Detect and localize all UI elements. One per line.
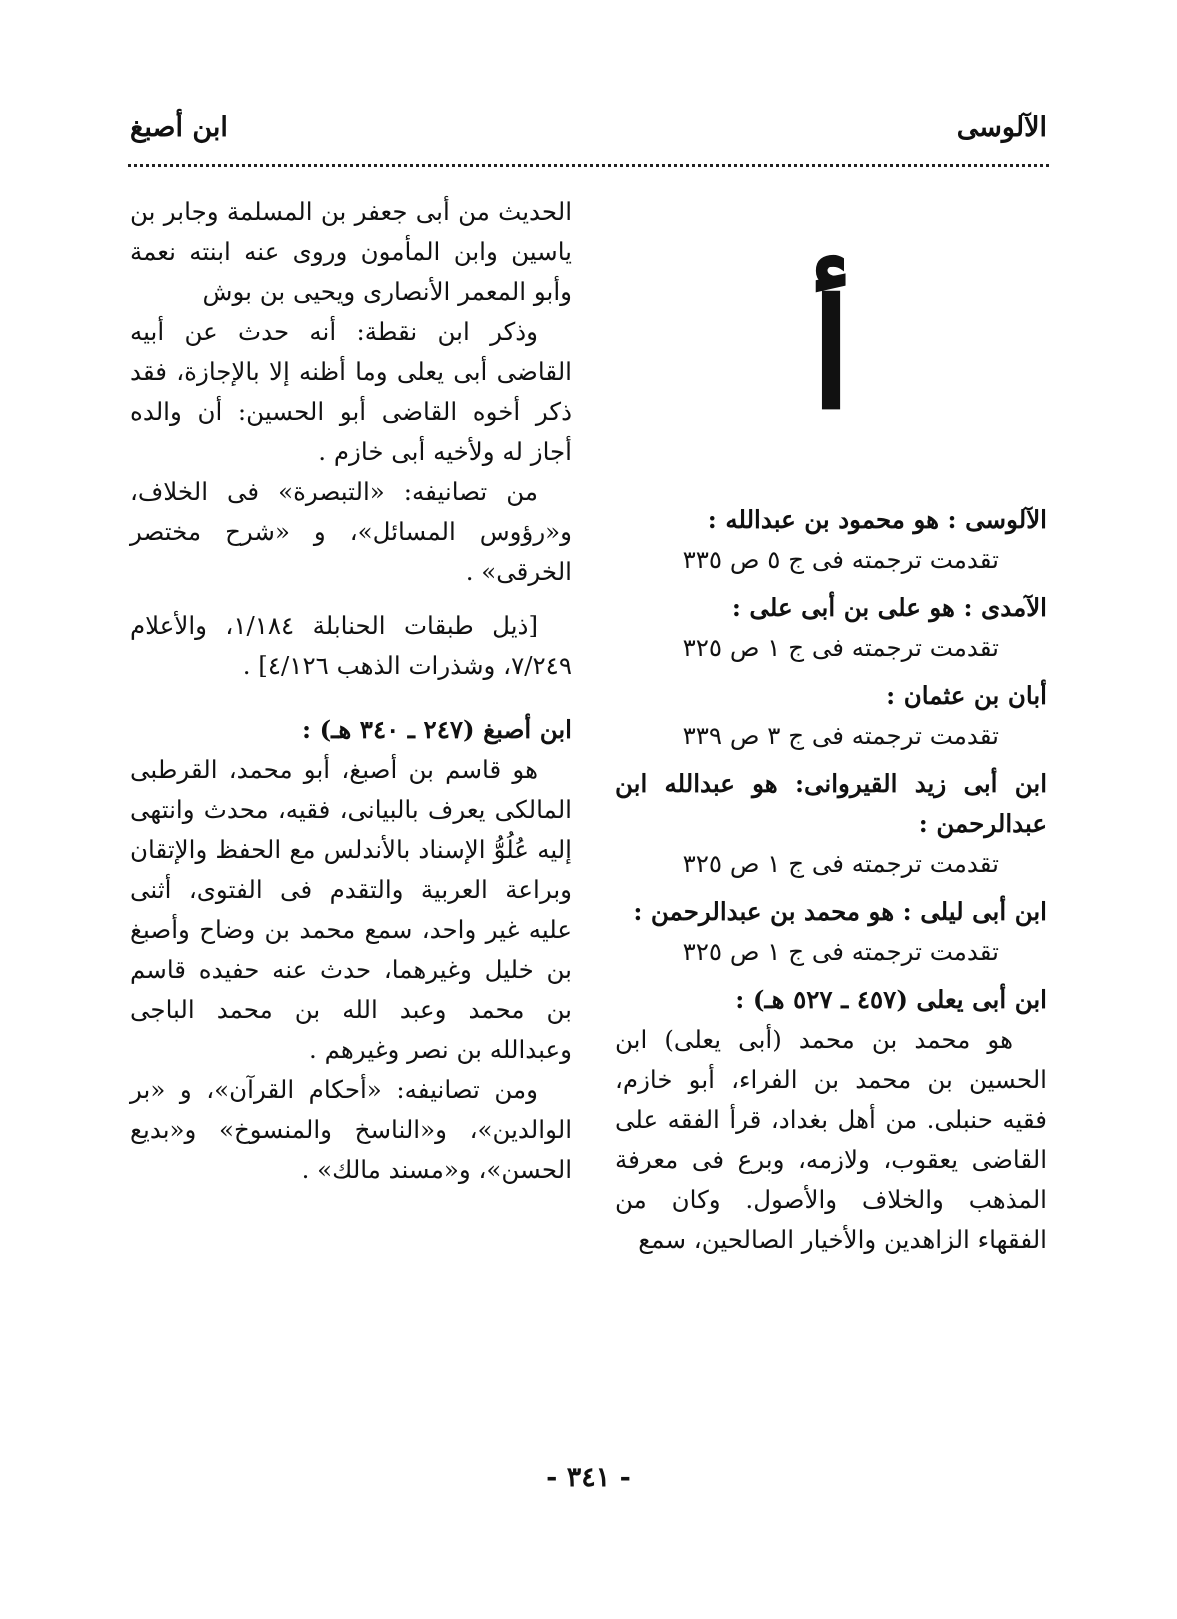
- header-dotted-rule: [128, 164, 1049, 167]
- entry-alusi: [615, 500, 1047, 580]
- header-left-title: ابن أصبغ: [130, 112, 228, 143]
- entry-body: [130, 750, 572, 1070]
- paragraph-text: [ذيل طبقات الحنابلة ١/١٨٤، والأعلام ٧/٢٤٩، وشذرات الذهب ٤/١٢٦] .: [130, 611, 572, 680]
- section-letter: أ: [810, 267, 852, 443]
- right-column: [615, 192, 1047, 1268]
- entry-ref: تقدمت ترجمته فى ج ١ ص ٣٢٥: [682, 633, 999, 662]
- entry-head: أبان بن عثمان :: [886, 681, 1047, 710]
- entry-body-text: هو محمد بن محمد (أبى يعلى) ابن الحسين بن محمد بن الفراء، أبو خازم، فقيه حنبلى. من أهل بغداد، قرأ الفقه على القاضى يعقوب، ولازمه، وبرع فى معرفة المذهب والخلاف والأصول. وكان من الفقهاء الزاهدين والأخيار الصالحين، سمع: [615, 1025, 1047, 1254]
- entry-head: الآلوسى : هو محمود بن عبدالله :: [707, 505, 1047, 534]
- page-number: - ٣٤١ -: [546, 1462, 631, 1493]
- entry-body-text: هو قاسم بن أصبغ، أبو محمد، القرطبى المالكى يعرف بالبيانى، فقيه، محدث وانتهى إليه عُلُوُّ الإسناد بالأندلس مع الحفظ والإتقان وبراعة العربية والتقدم فى الفتوى، أثنى عليه غير واحد، سمع محمد بن وضاح وأصبغ بن خليل وغيرهما، حدث عنه حفيده قاسم بن محمد وعبد الله بن محمد الباجى وعبدالله بن نصر وغيرهم .: [130, 755, 572, 1064]
- entry-works-text: ومن تصانيفه: «أحكام القرآن»، و «بر الوالدين»، و«الناسخ والمنسوخ» و«بديع الحسن»، و«مسند مالك» .: [130, 1075, 572, 1184]
- entry-ref: تقدمت ترجمته فى ج ١ ص ٣٢٥: [682, 849, 999, 878]
- entry-ibn-asbagh: [130, 710, 572, 1190]
- left-column: [130, 192, 572, 1198]
- entry-ibn-abi-zayd: [615, 764, 1047, 884]
- entry-head: الآمدى : هو على بن أبى على :: [731, 593, 1047, 622]
- running-header: [130, 112, 1047, 152]
- entry-body: [615, 1020, 1047, 1260]
- ibn-nuqta-paragraph: [130, 312, 572, 472]
- entry-head: ابن أبى زيد القيروانى: هو عبدالله ابن عبدالرحمن :: [615, 769, 1047, 838]
- entry-amidi: [615, 588, 1047, 668]
- entry-head: ابن أبى يعلى (٤٥٧ ـ ٥٢٧ هـ) :: [735, 985, 1047, 1014]
- header-right-title: الآلوسى: [956, 112, 1047, 143]
- entry-aban: [615, 676, 1047, 756]
- sources-paragraph: [130, 606, 572, 686]
- entry-head: ابن أبى ليلى : هو محمد بن عبدالرحمن :: [633, 897, 1047, 926]
- entry-ref: تقدمت ترجمته فى ج ١ ص ٣٢٥: [682, 937, 999, 966]
- continuation-paragraph: الحديث من أبى جعفر بن المسلمة وجابر بن ياسين وابن المأمون وروى عنه ابنته نعمة وأبو المعمر الأنصارى ويحيى بن بوش: [130, 197, 572, 306]
- paragraph-text: من تصانيفه: «التبصرة» فى الخلاف، و«رؤوس المسائل»، و «شرح مختصر الخرقى» .: [130, 477, 572, 586]
- works-paragraph: [130, 472, 572, 592]
- entry-head: ابن أصبغ (٢٤٧ ـ ٣٤٠ هـ) :: [302, 715, 572, 744]
- entry-works: [130, 1070, 572, 1190]
- entry-ibn-abi-layla: [615, 892, 1047, 972]
- entry-ibn-abi-yala: [615, 980, 1047, 1260]
- entry-ref: تقدمت ترجمته فى ج ٣ ص ٣٣٩: [682, 721, 999, 750]
- paragraph-text: وذكر ابن نقطة: أنه حدث عن أبيه القاضى أبى يعلى وما أظنه إلا بالإجازة، فقد ذكر أخوه القاضى أبو الحسين: أن والده أجاز له ولأخيه أبى خازم .: [130, 317, 572, 466]
- entry-ref: تقدمت ترجمته فى ج ٥ ص ٣٣٥: [682, 545, 999, 574]
